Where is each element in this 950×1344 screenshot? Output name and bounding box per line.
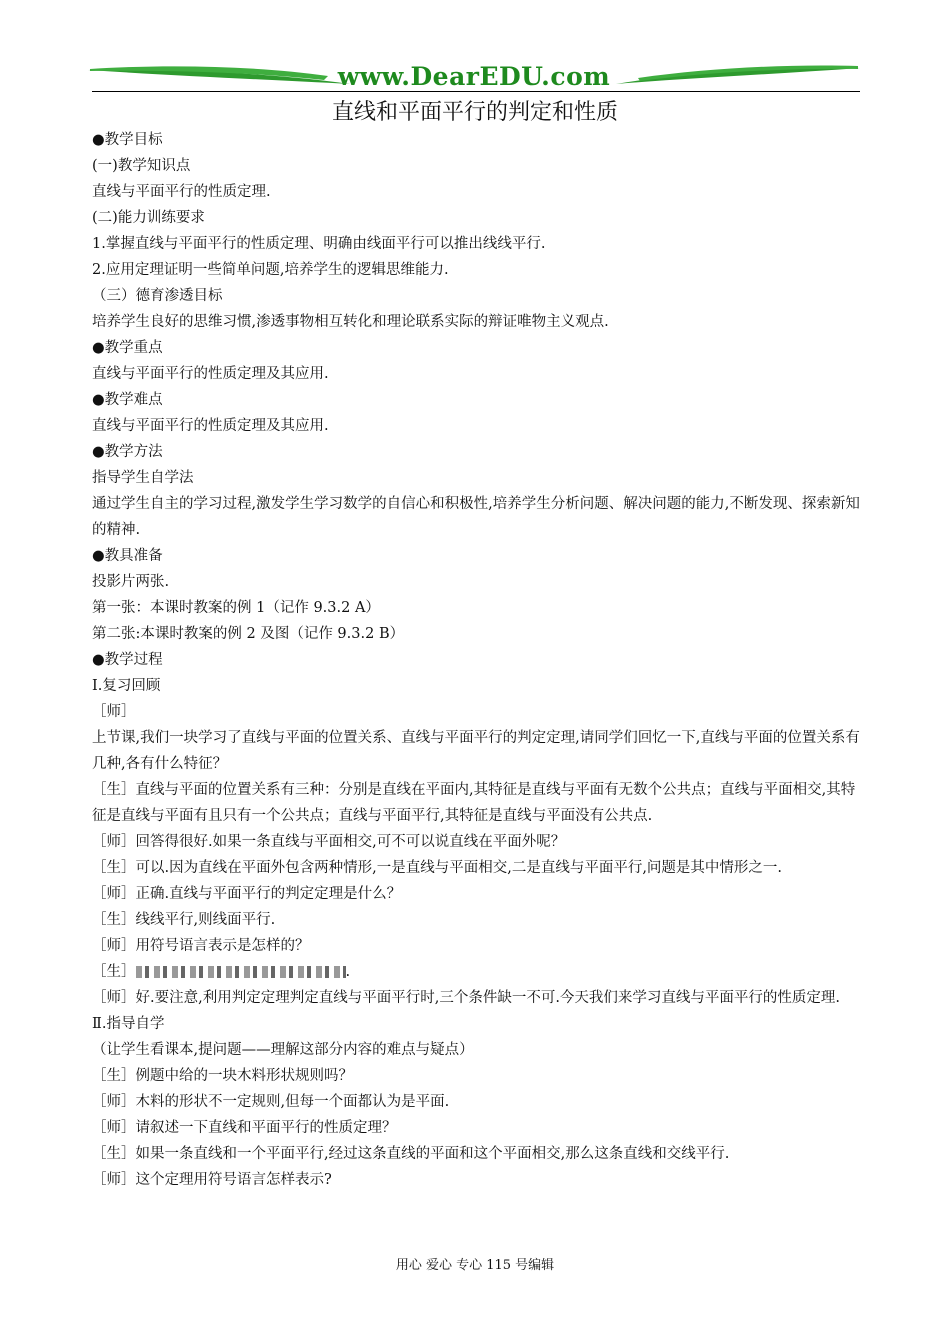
header-rule [92, 91, 860, 92]
text-line: ［生］可以.因为直线在平面外包含两种情形,一是直线与平面相交,二是直线与平面平行,问题是其中情形之一. [92, 860, 783, 876]
text-line: ●教学难点 [92, 392, 163, 408]
text-line: (一)教学知识点 [92, 158, 191, 174]
text-line: ●教学目标 [92, 132, 163, 148]
document-body [92, 127, 862, 1193]
text-line: 2.应用定理证明一些简单问题,培养学生的逻辑思维能力. [92, 262, 449, 278]
page-title: 直线和平面平行的判定和性质 [331, 100, 618, 125]
text-line: 投影片两张. [92, 574, 170, 590]
text-line: ［生］例题中给的一块木料形状规则吗？ [92, 1068, 353, 1084]
text-line: ［师］回答得很好.如果一条直线与平面相交,可不可以说直线在平面外呢？ [92, 834, 566, 850]
text-line: ［师］木料的形状不一定规则,但每一个面都认为是平面. [92, 1094, 450, 1110]
page-footer: 用心 爱心 专心 115 号编辑 [395, 1258, 555, 1273]
text-line: 直线与平面平行的性质定理. [92, 184, 271, 200]
text-line: ●教学重点 [92, 340, 163, 356]
text-line: 直线与平面平行的性质定理及其应用. [92, 418, 329, 434]
text-line: 上节课,我们一块学习了直线与平面的位置关系、直线与平面平行的判定定理,请同学们回忆一下,直线与平面的位置关系有几种,各有什么特征？ [92, 730, 860, 772]
text-line: 通过学生自主的学习过程,激发学生学习数学的自信心和积极性,培养学生分析问题、解决问题的能力,不断发现、探索新知的精神. [92, 496, 860, 538]
header-banner [88, 60, 860, 94]
text-line: ●教学过程 [92, 652, 163, 668]
text-line: （让学生看课本,提问题——理解这部分内容的难点与疑点） [92, 1042, 474, 1058]
text-line: 指导学生自学法 [92, 470, 194, 486]
text-line: (二)能力训练要求 [92, 210, 205, 226]
text-line: Ⅱ.指导自学 [92, 1016, 165, 1032]
text-line: 1.掌握直线与平面平行的性质定理、明确由线面平行可以推出线线平行. [92, 236, 546, 252]
text-line: ［生］如果一条直线和一个平面平行,经过这条直线的平面和这个平面相交,那么这条直线和交线平行. [92, 1146, 730, 1162]
text-line: ［师］这个定理用符号语言怎样表示? [92, 1172, 332, 1188]
text-line: ［生］直线与平面的位置关系有三种：分别是直线在平面内,其特征是直线与平面有无数个公共点；直线与平面相交,其特征是直线与平面有且只有一个公共点；直线与平面平行,其特征是直线与平面没有公共点. [92, 782, 856, 824]
text-line: ［师］正确.直线与平面平行的判定定理是什么？ [92, 886, 402, 902]
text-line: ［师］用符号语言表示是怎样的？ [92, 938, 310, 954]
text-line: 培养学生良好的思维习惯,渗透事物相互转化和理论联系实际的辩证唯物主义观点. [92, 314, 609, 330]
text-line: ［生］线线平行,则线面平行. [92, 912, 276, 928]
text-line: ［师］请叙述一下直线和平面平行的性质定理？ [92, 1120, 397, 1136]
text-line: 直线与平面平行的性质定理及其应用. [92, 366, 329, 382]
site-logo[interactable]: www.DearEDU.com [337, 62, 611, 91]
text-line: 第二张:本课时教案的例 2 及图（记作 9.3.2 B） [92, 626, 405, 642]
text-line: （三）德育渗透目标 [92, 288, 223, 304]
redacted-line [92, 959, 862, 985]
text-line: Ⅰ.复习回顾 [92, 678, 161, 694]
speaker-tag: ［生］ [92, 964, 136, 980]
line-end: . [345, 964, 351, 980]
text-line: ●教具准备 [92, 548, 163, 564]
formula-image [136, 966, 346, 978]
text-line: ［师］好.要注意,利用判定定理判定直线与平面平行时,三个条件缺一不可.今天我们来学习直线与平面平行的性质定理. [92, 990, 841, 1006]
text-line: ［师］ [92, 704, 136, 720]
text-line: ●教学方法 [92, 444, 163, 460]
text-line: 第一张：本课时教案的例 1（记作 9.3.2 A） [92, 600, 380, 616]
